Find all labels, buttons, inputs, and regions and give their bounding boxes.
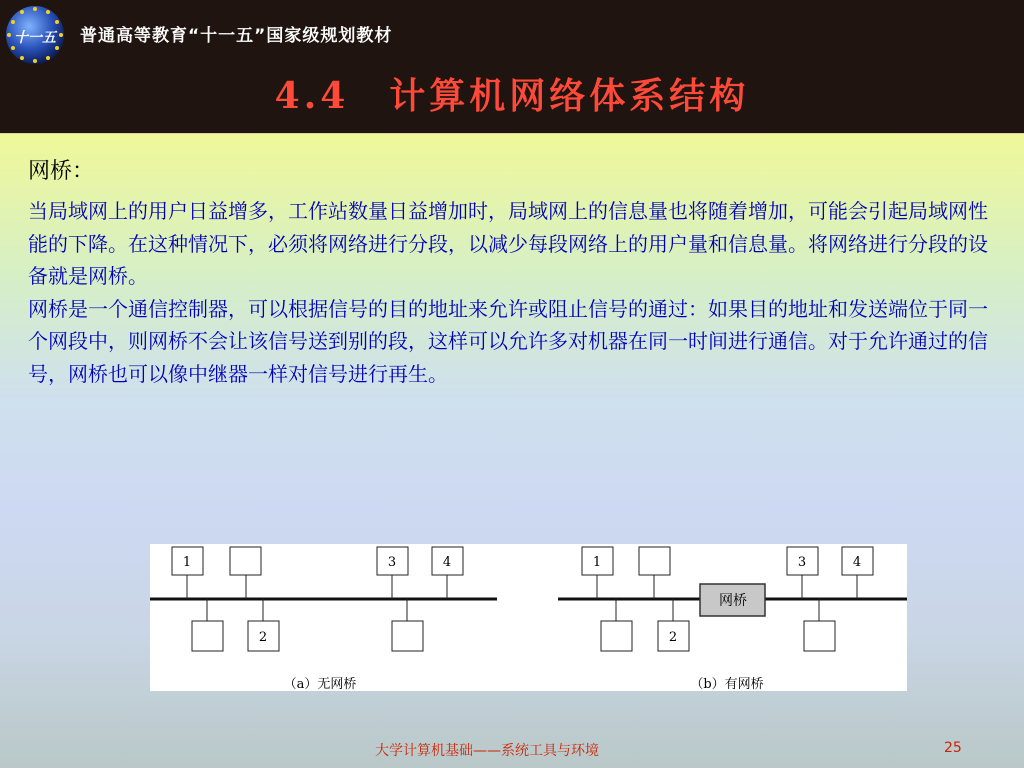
eleventh-five-year-plan-logo-icon bbox=[4, 4, 66, 66]
svg-text:2: 2 bbox=[258, 630, 268, 645]
footer-course-title: 大学计算机基础——系统工具与环境 bbox=[375, 743, 599, 759]
node-a-top-1 bbox=[172, 547, 203, 599]
network-bridge-diagram bbox=[150, 544, 907, 691]
bridge-device bbox=[700, 584, 765, 616]
svg-text:3: 3 bbox=[387, 555, 397, 570]
node-b-top-2 bbox=[639, 547, 670, 599]
bridge-label: 网桥 bbox=[719, 593, 747, 609]
node-b-top-4 bbox=[842, 547, 873, 599]
svg-text:1: 1 bbox=[182, 555, 192, 570]
node-b-bottom-3 bbox=[804, 599, 835, 651]
node-b-bottom-1 bbox=[601, 599, 632, 651]
slide-title: 4.4 计算机网络体系结构 bbox=[274, 75, 750, 117]
node-b-top-1 bbox=[582, 547, 613, 599]
svg-text:1: 1 bbox=[592, 555, 602, 570]
svg-text:4: 4 bbox=[852, 555, 862, 570]
slide-body bbox=[28, 154, 998, 391]
node-a-top-4 bbox=[432, 547, 463, 599]
node-a-top-3 bbox=[377, 547, 408, 599]
caption-with-bridge: （b）有网桥 bbox=[690, 677, 764, 691]
node-a-bottom-2 bbox=[248, 599, 279, 651]
node-b-top-3 bbox=[787, 547, 818, 599]
section-heading: 网桥： bbox=[28, 159, 95, 184]
svg-text:2: 2 bbox=[668, 630, 678, 645]
paragraph-bridge-function: 网桥是一个通信控制器，可以根据信号的目的地址来允许或阻止信号的通过：如果目的地址和发送端位于同一个网段中，则网桥不会让该信号送到别的段，这样可以允许多对机器在同一时间进行通信。对于允许通过的信号，网桥也可以像中继器一样对信号进行再生。 bbox=[28, 296, 988, 386]
node-a-top-2 bbox=[230, 547, 261, 599]
svg-text:3: 3 bbox=[797, 555, 807, 570]
diagram-with-bridge bbox=[558, 547, 907, 691]
caption-without-bridge: （a）无网桥 bbox=[283, 677, 357, 691]
diagram-without-bridge bbox=[150, 547, 497, 691]
paragraph-bridge-purpose: 当局域网上的用户日益增多，工作站数量日益增加时，局域网上的信息量也将随着增加，可能会引起局域网性能的下降。在这种情况下，必须将网络进行分段，以减少每段网络上的用户量和信息量。将网络进行分段的设备就是网桥。 bbox=[28, 199, 988, 289]
textbook-series-label: 普通高等教育“十一五”国家级规划教材 bbox=[80, 26, 393, 46]
svg-text:4: 4 bbox=[442, 555, 452, 570]
node-a-bottom-1 bbox=[192, 599, 223, 651]
svg-text:十一五: 十一五 bbox=[14, 30, 56, 46]
node-a-bottom-3 bbox=[392, 599, 423, 651]
node-b-bottom-2 bbox=[658, 599, 689, 651]
page-number: 25 bbox=[944, 740, 962, 756]
slide-header bbox=[0, 0, 1024, 134]
